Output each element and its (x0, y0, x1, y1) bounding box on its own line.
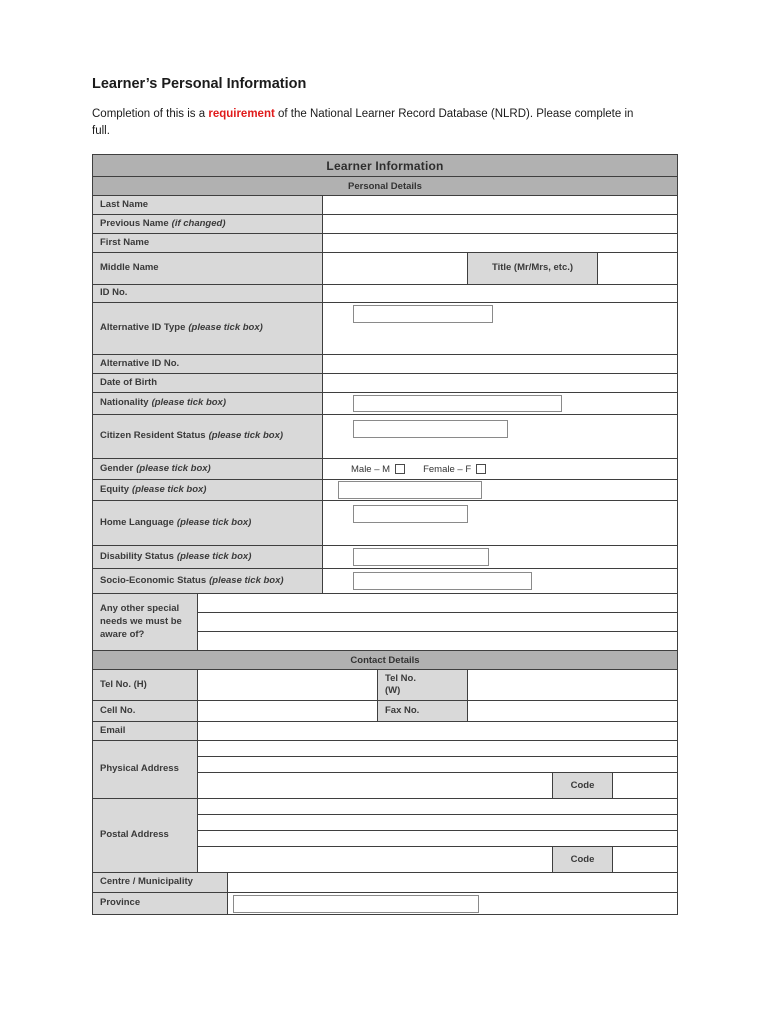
row-special-needs (93, 594, 678, 651)
alternative-id-no-label: Alternative ID No. (93, 355, 323, 374)
row-equity (93, 480, 678, 501)
alternative-id-type-input[interactable] (353, 305, 493, 323)
tel-work-input[interactable] (468, 670, 678, 701)
citizen-status-cell (323, 415, 678, 459)
row-email (93, 722, 678, 741)
special-needs-line-3[interactable] (198, 632, 677, 650)
row-last-name (93, 196, 678, 215)
home-language-note: (please tick box) (176, 516, 252, 528)
page-title: Learner’s Personal Information (92, 76, 307, 92)
row-gender (93, 459, 678, 480)
nationality-cell (323, 393, 678, 415)
previous-name-input[interactable] (323, 215, 678, 234)
socio-economic-status-cell (323, 569, 678, 594)
citizen-status-input[interactable] (353, 420, 508, 438)
disability-status-label-text: Disability Status (100, 550, 174, 562)
gender-female-checkbox[interactable] (476, 464, 486, 474)
socio-economic-status-input[interactable] (353, 572, 532, 590)
alternative-id-type-note: (please tick box) (188, 322, 263, 334)
personal-details-header: Personal Details (93, 177, 678, 196)
row-socio-economic-status (93, 569, 678, 594)
special-needs-lines (198, 594, 678, 651)
fax-no-input[interactable] (468, 701, 678, 722)
row-home-language (93, 501, 678, 546)
id-no-label: ID No. (93, 285, 323, 303)
centre-municipality-label: Centre / Municipality (93, 873, 228, 893)
postal-address-lines (198, 799, 678, 873)
disability-status-input[interactable] (353, 548, 489, 566)
physical-address-code-row (198, 773, 677, 799)
physical-address-line-3-input[interactable] (198, 773, 553, 799)
equity-label-text: Equity (100, 483, 130, 495)
row-date-of-birth (93, 374, 678, 393)
home-language-input[interactable] (353, 505, 468, 523)
row-middle-name (93, 253, 678, 285)
special-needs-label: Any other special needs we must be aware of? (93, 594, 198, 651)
learner-information-table (92, 154, 678, 915)
equity-cell (323, 480, 678, 501)
equity-input[interactable] (338, 481, 482, 499)
socio-economic-status-note: (please tick box) (209, 574, 284, 586)
nationality-label (93, 393, 323, 415)
postal-address-label: Postal Address (93, 799, 198, 873)
province-cell (228, 893, 678, 915)
postal-code-input[interactable] (613, 847, 677, 873)
equity-note: (please tick box) (132, 483, 207, 495)
date-of-birth-label: Date of Birth (93, 374, 323, 393)
row-physical-address (93, 741, 678, 799)
id-no-input[interactable] (323, 285, 678, 303)
row-previous-name (93, 215, 678, 234)
disability-status-label (93, 546, 323, 569)
email-input[interactable] (198, 722, 678, 741)
physical-address-line-1[interactable] (198, 741, 677, 757)
centre-municipality-input[interactable] (228, 873, 678, 893)
alternative-id-no-input[interactable] (323, 355, 678, 374)
table-header: Learner Information (93, 155, 678, 177)
home-language-label (93, 501, 323, 546)
disability-status-note: (please tick box) (176, 550, 252, 562)
title-input[interactable] (598, 253, 678, 285)
gender-male-checkbox[interactable] (395, 464, 405, 474)
row-postal-address (93, 799, 678, 873)
row-centre-municipality (93, 873, 678, 893)
first-name-label: First Name (93, 234, 323, 253)
postal-code-label: Code (553, 847, 613, 873)
row-province (93, 893, 678, 915)
middle-name-label: Middle Name (93, 253, 323, 285)
tel-home-label: Tel No. (H) (93, 670, 198, 701)
alternative-id-type-label (93, 303, 323, 355)
row-nationality (93, 393, 678, 415)
special-needs-line-2[interactable] (198, 613, 677, 632)
province-input[interactable] (233, 895, 479, 913)
tel-home-input[interactable] (198, 670, 378, 701)
gender-female-label: Female – F (423, 463, 472, 475)
province-label: Province (93, 893, 228, 915)
disability-status-cell (323, 546, 678, 569)
row-citizen-status (93, 415, 678, 459)
intro-paragraph (92, 106, 640, 139)
row-id-no (93, 285, 678, 303)
email-label: Email (93, 722, 198, 741)
intro-text-pre: Completion of this is a (92, 108, 209, 120)
nationality-input[interactable] (353, 395, 562, 412)
tel-work-label: Tel No. (W) (378, 670, 468, 701)
last-name-input[interactable] (323, 196, 678, 215)
socio-economic-status-label (93, 569, 323, 594)
row-cell-fax (93, 701, 678, 722)
row-alternative-id-type (93, 303, 678, 355)
fax-no-label: Fax No. (378, 701, 468, 722)
title-label: Title (Mr/Mrs, etc.) (468, 253, 598, 285)
physical-address-lines (198, 741, 678, 799)
gender-options (323, 459, 678, 480)
middle-name-input[interactable] (323, 253, 468, 285)
contact-details-header-row (93, 651, 678, 670)
nationality-note: (please tick box) (151, 397, 227, 409)
physical-address-line-2[interactable] (198, 757, 677, 773)
physical-code-label: Code (553, 773, 613, 799)
equity-label (93, 480, 323, 501)
postal-address-line-4-input[interactable] (198, 847, 553, 873)
physical-code-input[interactable] (613, 773, 677, 799)
previous-name-label-text: Previous Name (100, 217, 169, 229)
alternative-id-type-cell (323, 303, 678, 355)
previous-name-label (93, 215, 323, 234)
home-language-label-text: Home Language (100, 516, 174, 528)
row-tel (93, 670, 678, 701)
previous-name-note: (if changed) (171, 217, 226, 229)
intro-text-post: of the National Learner Record Database (NLRD). Please complete in full. (92, 108, 634, 137)
cell-no-label: Cell No. (93, 701, 198, 722)
postal-address-line-3[interactable] (198, 831, 677, 847)
gender-note: (please tick box) (136, 462, 211, 474)
requirement-highlight: requirement (208, 108, 275, 120)
row-disability-status (93, 546, 678, 569)
nationality-label-text: Nationality (100, 397, 149, 409)
cell-no-input[interactable] (198, 701, 378, 722)
physical-address-label: Physical Address (93, 741, 198, 799)
postal-address-line-2[interactable] (198, 815, 677, 831)
citizen-status-label (93, 415, 323, 459)
citizen-status-label-text: Citizen Resident Status (100, 430, 206, 442)
first-name-input[interactable] (323, 234, 678, 253)
gender-male-label: Male – M (351, 463, 391, 475)
table-header-row (93, 155, 678, 177)
document-content (92, 76, 678, 915)
alternative-id-type-label-text: Alternative ID Type (100, 322, 186, 334)
last-name-label: Last Name (93, 196, 323, 215)
postal-address-line-1[interactable] (198, 799, 677, 815)
home-language-cell (323, 501, 678, 546)
contact-details-header: Contact Details (93, 651, 678, 670)
socio-economic-status-label-text: Socio-Economic Status (100, 574, 207, 586)
special-needs-line-1[interactable] (198, 594, 677, 613)
personal-details-header-row (93, 177, 678, 196)
gender-label-text: Gender (100, 462, 134, 474)
row-alternative-id-no (93, 355, 678, 374)
citizen-status-note: (please tick box) (208, 430, 284, 442)
gender-label (93, 459, 323, 480)
row-first-name (93, 234, 678, 253)
date-of-birth-input[interactable] (323, 374, 678, 393)
postal-address-code-row (198, 847, 677, 873)
